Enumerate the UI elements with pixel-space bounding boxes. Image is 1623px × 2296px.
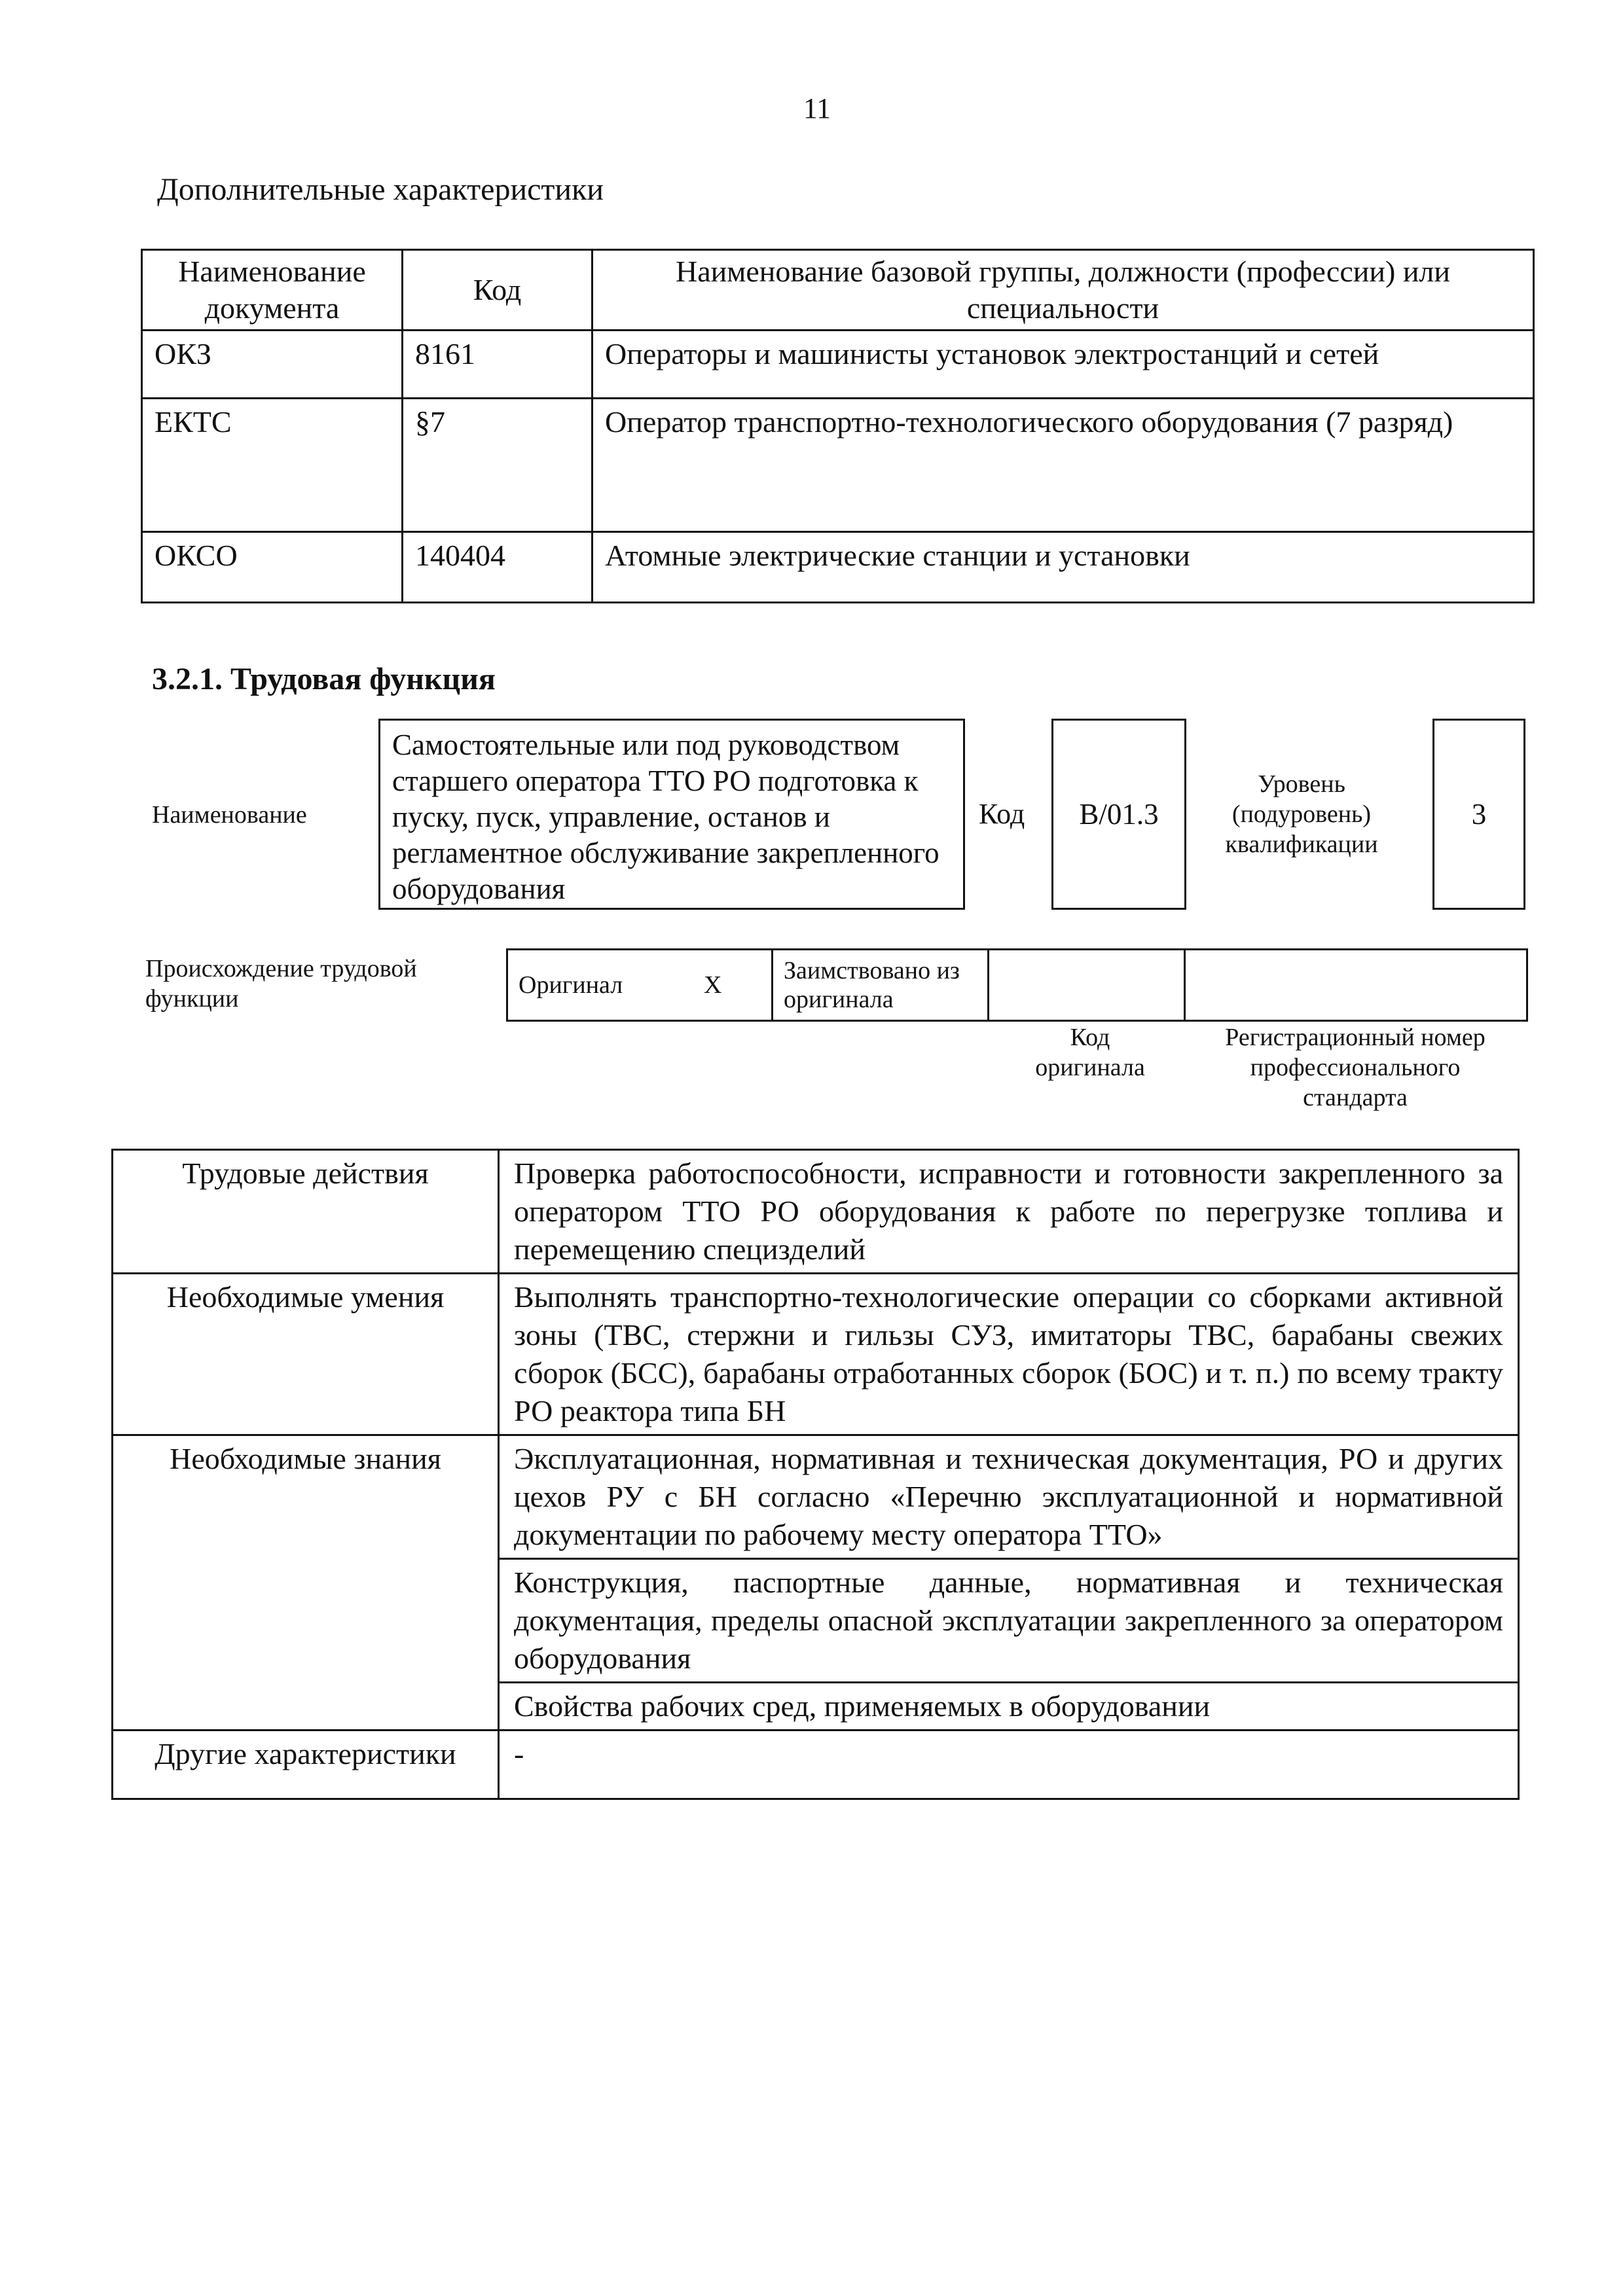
header-doc-name: Наименование документа xyxy=(142,250,403,331)
required-skills-value: Выполнять транспортно-технологические операции со сборками активной зоны (ТВС, стержни и гильзы СУЗ, имитаторы ТВС, барабаны свежих сборок (БСС), барабаны отработанных сборок (БОС) и т. п.) по всему тракту РО реактора типа БН xyxy=(499,1274,1519,1435)
function-name-value: Самостоятельные или под руководством старшего оператора ТТО РО подготовка к пуску, пуск, управление, останов и регламентное обслуживание закрепленного оборудования xyxy=(378,719,965,910)
required-skills-label: Необходимые умения xyxy=(113,1274,499,1435)
required-knowledge-value: Свойства рабочих сред, применяемых в оборудовании xyxy=(499,1683,1519,1731)
qualification-level-label: Уровень (подуровень) квалификации xyxy=(1225,770,1378,858)
function-code-label: Код xyxy=(979,798,1025,830)
table-row xyxy=(142,331,1534,399)
row-name: Оператор транспортно-технологического оборудования (7 разряд) xyxy=(593,399,1534,532)
table-row xyxy=(113,1435,1519,1559)
function-origin-label: Происхождение трудовой функции xyxy=(145,955,417,1013)
additional-characteristics-table xyxy=(141,249,1535,603)
borrowed-label: Заимствовано из оригинала xyxy=(773,950,989,1021)
function-code-value: B/01.3 xyxy=(1051,719,1186,910)
required-knowledge-label: Необходимые знания xyxy=(113,1435,499,1731)
labor-actions-label: Трудовые действия xyxy=(113,1150,499,1274)
required-knowledge-value: Эксплуатационная, нормативная и техническая документация, РО и других цехов РУ с БН согласно «Перечню эксплуатационной и нормативной документации по рабочему месту оператора ТТО» xyxy=(499,1435,1519,1559)
additional-characteristics-title: Дополнительные характеристики xyxy=(157,172,604,207)
table-row xyxy=(113,1731,1519,1799)
row-code: 140404 xyxy=(403,532,593,603)
table-header-row xyxy=(142,250,1534,331)
qualification-level-value: 3 xyxy=(1432,719,1525,910)
labor-function-heading: 3.2.1. Трудовая функция xyxy=(152,662,496,696)
other-characteristics-label: Другие характеристики xyxy=(113,1731,499,1799)
labor-actions-value: Проверка работоспособности, исправности и готовности закрепленного за оператором ТТО РО оборудования к работе по перегрузке топлива и перемещению специзделий xyxy=(499,1150,1519,1274)
row-name: Атомные электрические станции и установки xyxy=(593,532,1534,603)
other-characteristics-value: - xyxy=(499,1731,1519,1799)
function-origin-table xyxy=(506,948,1528,1022)
row-doc: ОКСО xyxy=(142,532,403,603)
row-doc: ОКЗ xyxy=(142,331,403,399)
row-code: §7 xyxy=(403,399,593,532)
header-code: Код xyxy=(403,250,593,331)
reg-number-caption: Регистрационный номер профессионального стандарта xyxy=(1225,1024,1486,1111)
header-group-name: Наименование базовой группы, должности (профессии) или специальности xyxy=(593,250,1534,331)
row-code: 8161 xyxy=(403,331,593,399)
origin-row xyxy=(507,950,1527,1021)
table-row xyxy=(113,1150,1519,1274)
original-label: Оригинал xyxy=(507,950,655,1021)
row-doc: ЕКТС xyxy=(142,399,403,532)
table-row xyxy=(142,399,1534,532)
table-row xyxy=(113,1274,1519,1435)
function-name-label: Наименование xyxy=(152,801,307,829)
reg-number-cell xyxy=(1185,950,1527,1021)
code-original-caption: Код оригинала xyxy=(1035,1024,1145,1081)
page-number: 11 xyxy=(803,92,831,124)
required-knowledge-value: Конструкция, паспортные данные, нормативная и техническая документация, пределы опасной эксплуатации закрепленного за оператором оборудования xyxy=(499,1559,1519,1683)
table-row xyxy=(142,532,1534,603)
original-mark: X xyxy=(655,950,773,1021)
row-name: Операторы и машинисты установок электростанций и сетей xyxy=(593,331,1534,399)
code-original-cell xyxy=(989,950,1185,1021)
labor-function-table xyxy=(111,1149,1520,1800)
